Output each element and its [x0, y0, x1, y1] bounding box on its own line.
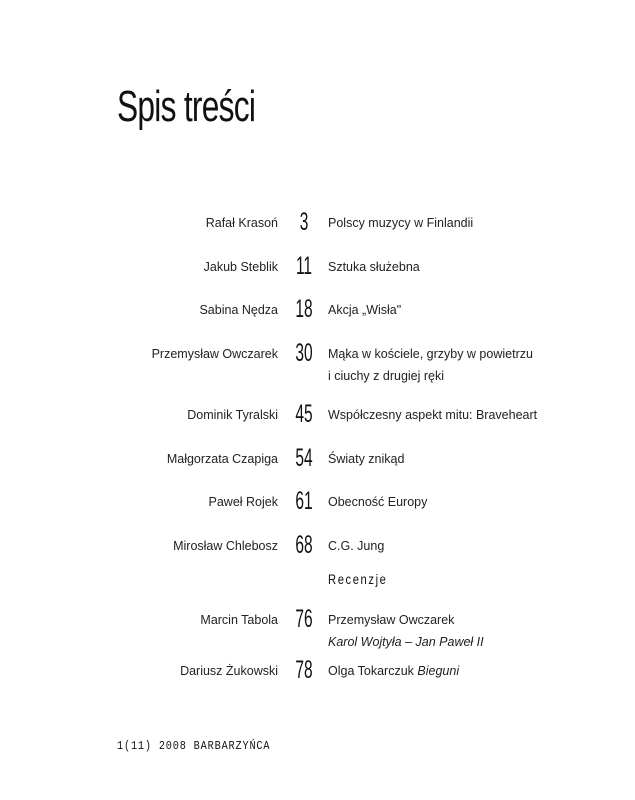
toc-article-line: i ciuchy z drugiej ręki	[328, 369, 445, 383]
toc-article-title: Sztuka służebna	[328, 260, 420, 274]
toc-page-number: 61	[295, 487, 313, 515]
page-title: Spis treści	[117, 82, 256, 131]
toc-author: Sabina Nędza	[199, 303, 278, 317]
review-book-title: Bieguni	[417, 664, 460, 678]
review-page-number: 78	[295, 656, 313, 684]
toc-page-number: 11	[295, 252, 313, 280]
toc-page-number: 54	[295, 444, 313, 472]
toc-article-title: C.G. Jung	[328, 539, 385, 553]
page-footer: 1(11) 2008 BARBARZYŃCA	[117, 739, 271, 753]
review-article-title	[328, 609, 484, 653]
toc-page-number: 30	[295, 339, 313, 367]
review-article-title	[328, 660, 459, 682]
toc-article-title: Akcja „Wisła"	[328, 303, 402, 317]
toc-author: Jakub Steblik	[203, 260, 278, 274]
review-book-title: Karol Wojtyła – Jan Paweł II	[328, 635, 484, 649]
toc-article-title: Współczesny aspekt mitu: Braveheart	[328, 408, 538, 422]
toc-author: Mirosław Chlebosz	[173, 539, 278, 553]
toc-author: Małgorzata Czapiga	[166, 452, 278, 466]
toc-article-title	[328, 343, 533, 387]
toc-page-number: 3	[299, 208, 309, 236]
review-page-number: 76	[295, 605, 313, 633]
toc-author: Przemysław Owczarek	[151, 347, 278, 361]
toc-page-number: 45	[295, 400, 313, 428]
toc-author: Paweł Rojek	[208, 495, 278, 509]
toc-article-title: Światy znikąd	[328, 452, 405, 466]
toc-author: Rafał Krasoń	[205, 216, 278, 230]
toc-article-title: Obecność Europy	[328, 495, 428, 509]
toc-author: Dominik Tyralski	[187, 408, 278, 422]
toc-page-number: 18	[295, 295, 313, 323]
review-book-author: Olga Tokarczuk	[328, 664, 418, 678]
toc-article-line: Mąka w kościele, grzyby w powietrzu	[328, 347, 533, 361]
review-author: Marcin Tabola	[200, 613, 278, 627]
toc-article-title: Polscy muzycy w Finlandii	[328, 216, 474, 230]
reviews-heading: Recenzje	[328, 571, 388, 587]
toc-page-number: 68	[295, 531, 313, 559]
review-book-author: Przemysław Owczarek	[328, 613, 455, 627]
review-author: Dariusz Żukowski	[180, 664, 278, 678]
